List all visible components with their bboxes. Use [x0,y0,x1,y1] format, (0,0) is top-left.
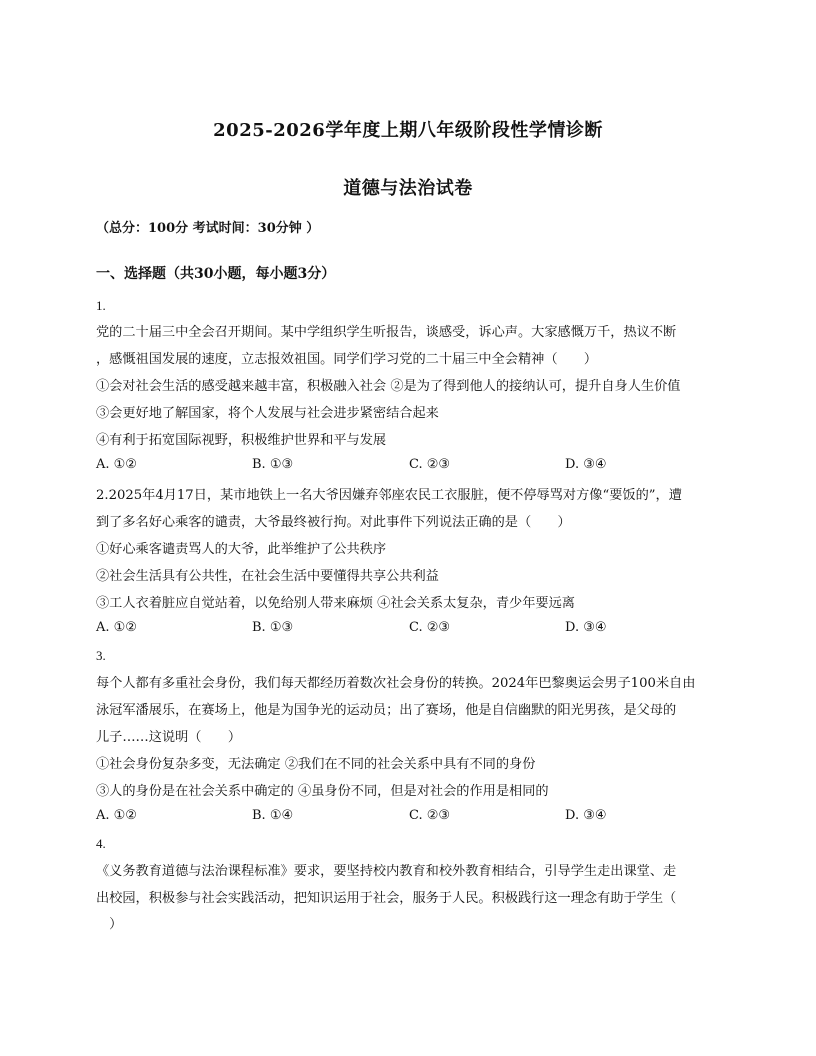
option-c[interactable]: C. ②③ [409,808,451,823]
document-subtitle: 道德与法治试卷 [343,178,473,199]
statement-line: ①社会身份复杂多变，无法确定 ②我们在不同的社会关系中具有不同的身份 [96,757,536,772]
option-a[interactable]: A. ①② [96,620,137,635]
question-number: 3. [96,648,106,663]
question-stem-line: 党的二十届三中全会召开期间。某中学组织学生听报告，谈感受，诉心声。大家感慨万千，热议不断 [96,325,677,340]
question-stem-line: 《义务教育道德与法治课程标准》要求，要坚持校内教育和校外教育相结合，引导学生走出课堂、走 [96,864,677,879]
option-a[interactable]: A. ①② [96,457,137,472]
section-heading: 一、选择题（共30小题，每小题3分） [96,266,336,282]
question-stem-line: 儿子……这说明（ ） [96,730,242,745]
answer-options [96,808,721,826]
answer-options [96,620,721,638]
question-stem-line: ） [96,917,123,932]
statement-line: ②社会生活具有公共性，在社会生活中要懂得共享公共利益 [96,569,439,584]
answer-options [96,457,721,475]
question-stem-line: 泳冠军潘展乐，在赛场上，他是为国争光的运动员；出了赛场，他是自信幽默的阳光男孩，是父母的 [96,703,677,718]
question-number: 4. [96,836,106,851]
statement-line: ①会对社会生活的感受越来越丰富，积极融入社会 ②是为了得到他人的接纳认可，提升自身人生价值 [96,379,681,394]
question-stem-line: ，感慨祖国发展的速度，立志报效祖国。同学们学习党的二十届三中全会精神（ ） [96,352,598,367]
question-number: 1. [96,298,106,313]
statement-line: ③人的身份是在社会关系中确定的 ④虽身份不同，但是对社会的作用是相同的 [96,784,549,799]
statement-line: ③会更好地了解国家，将个人发展与社会进步紧密结合起来 [96,406,439,421]
option-b[interactable]: B. ①③ [252,457,294,472]
option-c[interactable]: C. ②③ [409,620,451,635]
statement-line: ③工人衣着脏应自觉站着，以免给别人带来麻烦 ④社会关系太复杂，青少年要远离 [96,596,575,611]
statement-line: ④有利于拓宽国际视野，积极维护世界和平与发展 [96,433,387,448]
question-stem-line: 到了多名好心乘客的谴责，大爷最终被行拘。对此事件下列说法正确的是（ ） [96,515,571,530]
question-stem-line: 每个人都有多重社会身份，我们每天都经历着数次社会身份的转换。2024年巴黎奥运会男子100米自由 [96,676,696,691]
option-d[interactable]: D. ③④ [565,457,607,472]
option-d[interactable]: D. ③④ [565,808,607,823]
option-d[interactable]: D. ③④ [565,620,607,635]
question-stem-line: 2.2025年4月17日，某市地铁上一名大爷因嫌弃邻座农民工衣服脏，便不停辱骂对方像“要饭的”，遭 [96,488,682,503]
option-a[interactable]: A. ①② [96,808,137,823]
statement-line: ①好心乘客谴责骂人的大爷，此举维护了公共秩序 [96,542,387,557]
question-stem-line: 出校园，积极参与社会实践活动，把知识运用于社会，服务于人民。积极践行这一理念有助于学生（ [96,891,677,906]
document-title: 2025-2026学年度上期八年级阶段性学情诊断 [213,120,603,141]
exam-meta: （总分：100分 考试时间：30分钟 ） [96,221,320,236]
option-b[interactable]: B. ①③ [252,620,294,635]
option-c[interactable]: C. ②③ [409,457,451,472]
option-b[interactable]: B. ①④ [252,808,294,823]
